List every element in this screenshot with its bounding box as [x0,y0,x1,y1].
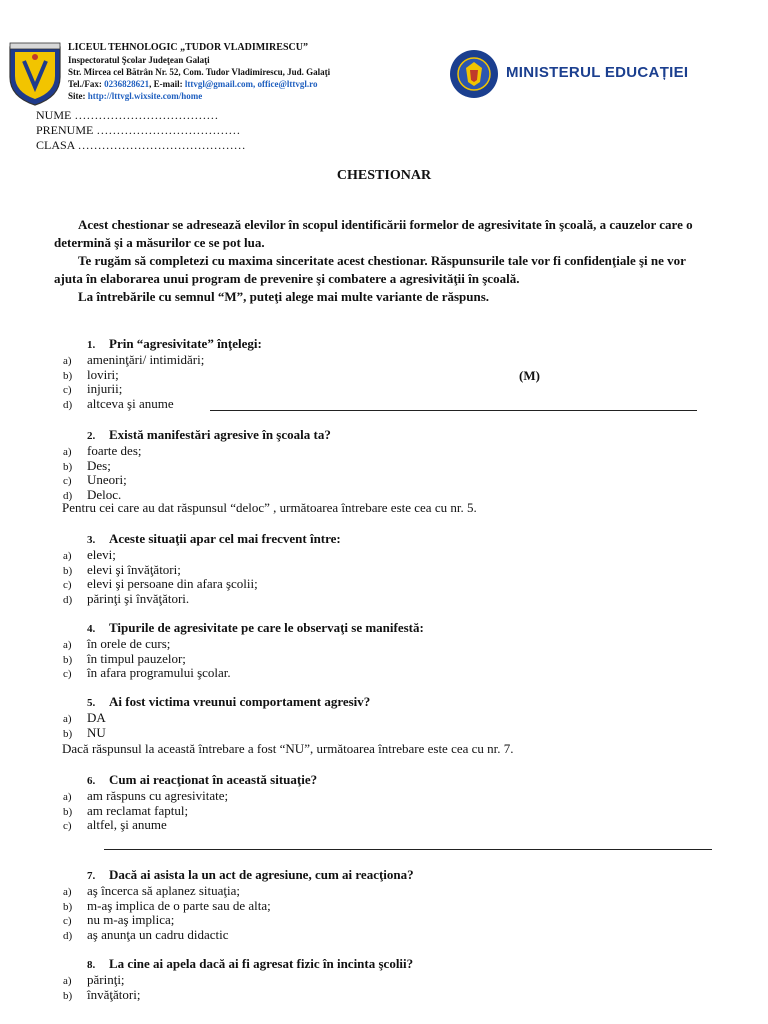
question-5 [63,694,371,740]
question-number: 2. [87,430,96,442]
question-7 [63,867,414,942]
school-address: Str. Mircea cel Bătrân Nr. 52, Com. Tudor Vladimirescu, Jud. Galaţi [68,67,331,77]
question-text: Există manifestări agresive în şcoala ta? [109,427,331,442]
question-4 [63,620,424,681]
question-number: 1. [87,339,96,351]
option-3a[interactable]: a) elevi; [63,547,116,562]
option-2a[interactable]: a) foarte des; [63,443,142,458]
email-link[interactable]: lttvgl@gmail.com, office@lttvgl.ro [184,79,318,89]
letterhead [6,40,762,108]
question-text: Prin “agresivitate” înţelegi: [109,336,262,351]
question-number: 3. [87,534,96,546]
question-2 [63,427,331,502]
option-6c[interactable]: c) altfel, şi anume [63,817,167,832]
tel-label: Tel./Fax: [68,79,105,89]
option-8a[interactable]: a) părinţi; [63,972,125,987]
page-title: CHESTIONAR [336,168,432,183]
skip-note-q5: Dacă răspunsul la această întrebare a fost “NU”, următoarea întrebare este cea cu nr. 7. [62,741,514,756]
question-1 [63,336,262,411]
option-1d[interactable]: d) altceva şi anume [63,395,174,411]
surname-field[interactable]: PRENUME ……………………………… [36,123,241,137]
option-3b[interactable]: b) elevi şi învăţători; [63,561,181,577]
option-3c[interactable]: c) elevi şi persoane din afara şcolii; [63,576,258,591]
answer-line-6c[interactable] [104,849,712,850]
option-7d[interactable]: d) aş anunţa un cadru didactic [63,926,229,942]
government-seal-icon [448,48,500,100]
school-crest-icon [6,41,64,107]
option-6b[interactable]: b) am reclamat faptul; [63,802,189,818]
question-number: 7. [87,870,96,882]
option-1b[interactable]: b) loviri; [63,366,119,382]
school-name: LICEUL TEHNOLOGIC „TUDOR VLADIMIRESCU” [68,42,308,53]
option-4b[interactable]: b) în timpul pauzelor; [63,650,186,666]
option-8b[interactable]: b) învăţători; [63,986,141,1002]
option-1c[interactable]: c) injurii; [63,381,123,396]
option-2c[interactable]: c) Uneori; [63,472,127,487]
question-text: La cine ai apela dacă ai fi agresat fizic în incinta şcolii? [109,956,414,971]
question-text: Aceste situaţii apar cel mai frecvent între: [109,531,341,546]
intro-paragraph-3: La întrebările cu semnul “M”, puteţi alege mai multe variante de răspuns. [78,289,490,304]
email-label: , E-mail: [149,79,185,89]
question-text: Tipurile de agresivitate pe care le observaţi se manifestă: [109,620,424,635]
question-6 [63,772,318,833]
option-3d[interactable]: d) părinţi şi învăţători. [63,590,190,606]
question-number: 5. [87,697,96,709]
ministry-logo [446,46,689,102]
option-6a[interactable]: a) am răspuns cu agresivitate; [63,788,229,803]
question-3 [63,531,341,606]
question-number: 6. [87,775,96,787]
question-text: Cum ai reacţionat în această situaţie? [109,772,318,787]
skip-note-q2: Pentru cei care au dat răspunsul “deloc” , următoarea întrebare este cea cu nr. 5. [62,500,477,515]
question-text: Ai fost victima vreunui comportament agresiv? [109,694,371,709]
question-8 [63,956,414,1002]
student-fields [36,108,246,153]
contact-line [68,78,330,90]
site-label: Site: [68,91,88,101]
option-5a[interactable]: a) DA [63,710,106,725]
question-text: Dacă ai asista la un act de agresiune, cum ai reacţiona? [109,867,414,882]
class-field[interactable]: CLASA …………………………………… [36,138,246,152]
option-7b[interactable]: b) m-aş implica de o parte sau de alta; [63,897,271,913]
question-number: 8. [87,959,96,971]
intro-text [54,216,714,306]
intro-paragraph-1: Acest chestionar se adresează elevilor în scopul identificării formelor de agresivitate în şcoală, a cauzelor care o determină şi a măsurilor ce se pot lua. [54,217,693,250]
inspectorate: Inspectoratul Şcolar Judeţean Galaţi [68,55,210,65]
option-4c[interactable]: c) în afara programului şcolar. [63,665,231,680]
name-field[interactable]: NUME ……………………………… [36,108,219,122]
answer-line-1d[interactable] [210,410,697,411]
tel-value[interactable]: 0236828621 [104,79,150,89]
option-2b[interactable]: b) Des; [63,457,111,473]
site-line [68,90,330,102]
question-number: 4. [87,623,96,635]
multi-answer-marker: (M) [519,368,540,383]
option-4a[interactable]: a) în orele de curs; [63,636,171,651]
ministry-name: MINISTERUL EDUCAȚIEI [506,64,689,81]
option-5b[interactable]: b) NU [63,724,106,740]
option-1a[interactable]: a) ameninţări/ intimidări; [63,352,205,367]
site-link[interactable]: http://lttvgl.wixsite.com/home [87,91,203,101]
option-7a[interactable]: a) aş încerca să aplanez situaţia; [63,883,241,898]
option-7c[interactable]: c) nu m-aş implica; [63,912,175,927]
school-info [68,42,330,102]
intro-paragraph-2: Te rugăm să completezi cu maxima sinceritate acest chestionar. Răspunsurile tale vor fi confidenţiale şi ne vor ajuta în elaborarea unui program de prevenire şi combatere a agresivităţii în şcoală. [54,253,686,286]
option-2d[interactable]: d) Deloc. [63,486,122,502]
